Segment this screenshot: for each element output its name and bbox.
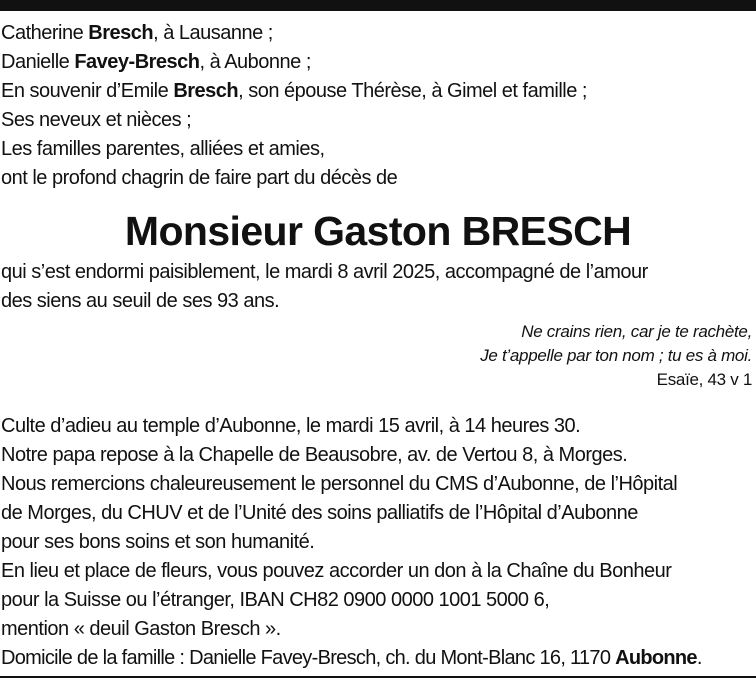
detail-line: mention « deuil Gaston Bresch ». bbox=[1, 618, 281, 640]
family-text: Ses neveux et nièces ; bbox=[1, 109, 192, 131]
family-surname: Bresch bbox=[173, 80, 239, 102]
family-domicile bbox=[1, 644, 755, 673]
passing-line: des siens au seuil de ses 93 ans. bbox=[1, 290, 280, 312]
detail-line: pour la Suisse ou l’étranger, IBAN CH82 0900 0000 1001 5000 6, bbox=[1, 589, 550, 611]
family-text: Danielle bbox=[1, 51, 75, 73]
family-place: , à Aubonne ; bbox=[199, 51, 311, 73]
domicile-text: Domicile de la famille : Danielle Favey-Bresch, ch. du Mont-Blanc 16, 1170 bbox=[1, 647, 616, 669]
detail-line: Culte d’adieu au temple d’Aubonne, le mardi 15 avril, à 14 heures 30. bbox=[1, 415, 581, 437]
family-text: Les familles parentes, alliées et amies, bbox=[1, 138, 325, 160]
top-rule bbox=[0, 0, 756, 11]
details-paragraph bbox=[1, 412, 755, 644]
quote-reference: Esaïe, 43 v 1 bbox=[656, 370, 752, 389]
family-surname: Favey-Bresch bbox=[74, 51, 200, 73]
detail-line: de Morges, du CHUV et de l’Unité des soins palliatifs de l’Hôpital d’Aubonne bbox=[1, 502, 638, 524]
family-line bbox=[1, 135, 755, 164]
family-text: Catherine bbox=[1, 22, 89, 44]
deceased-name: Monsieur Gaston BRESCH bbox=[124, 208, 632, 254]
quote-line: Ne crains rien, car je te rachète, bbox=[521, 322, 752, 341]
death-notice bbox=[1, 19, 755, 673]
family-list bbox=[1, 19, 755, 193]
family-place: , son épouse Thérèse, à Gimel et famille ; bbox=[238, 80, 587, 102]
bottom-rule bbox=[0, 676, 756, 678]
quote-line: Je t’appelle par ton nom ; tu es à moi. bbox=[480, 346, 752, 365]
bible-quote bbox=[1, 320, 755, 392]
family-line bbox=[1, 19, 755, 48]
family-place: , à Lausanne ; bbox=[153, 22, 273, 44]
detail-line: Nous remercions chaleureusement le personnel du CMS d’Aubonne, de l’Hôpital bbox=[1, 473, 678, 495]
family-line bbox=[1, 164, 755, 193]
domicile-town: Aubonne bbox=[615, 647, 697, 669]
passing-paragraph bbox=[1, 258, 755, 316]
family-line bbox=[1, 48, 755, 77]
detail-line: En lieu et place de fleurs, vous pouvez accorder un don à la Chaîne du Bonheur bbox=[1, 560, 672, 582]
family-text: En souvenir d’Emile bbox=[1, 80, 174, 102]
spacer bbox=[1, 392, 755, 412]
domicile-end: . bbox=[696, 647, 702, 669]
detail-line: pour ses bons soins et son humanité. bbox=[1, 531, 315, 553]
family-surname: Bresch bbox=[88, 22, 154, 44]
passing-line: qui s’est endormi paisiblement, le mardi 8 avril 2025, accompagné de l’amour bbox=[1, 261, 648, 283]
family-line bbox=[1, 106, 755, 135]
family-line bbox=[1, 77, 755, 106]
family-text: ont le profond chagrin de faire part du décès de bbox=[1, 167, 398, 189]
detail-line: Notre papa repose à la Chapelle de Beausobre, av. de Vertou 8, à Morges. bbox=[1, 444, 628, 466]
